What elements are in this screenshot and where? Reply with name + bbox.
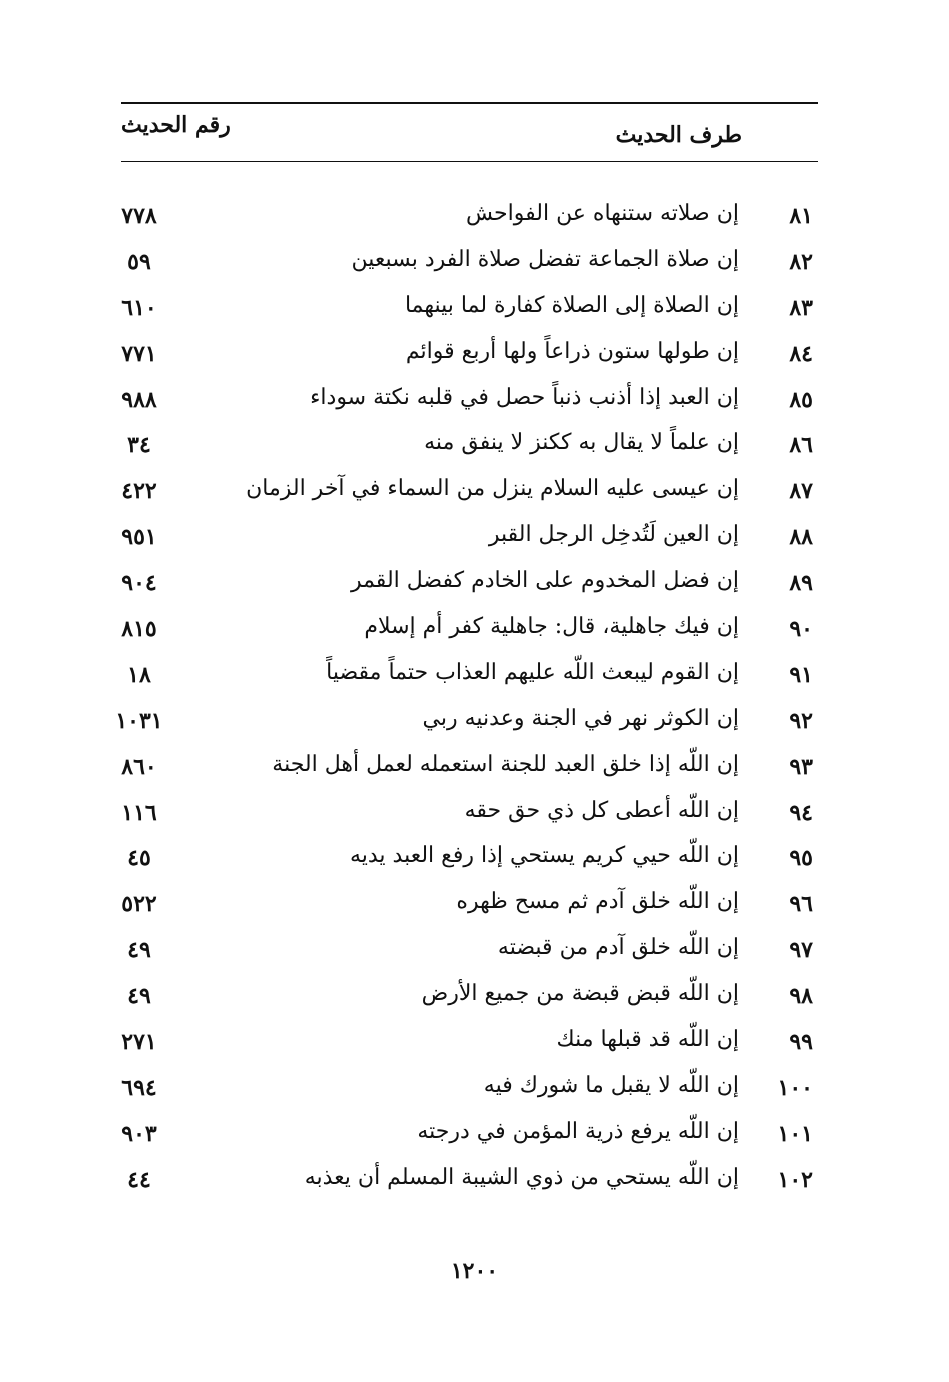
hadith-reference-number: ٩٥١	[121, 524, 157, 551]
list-item	[0, 379, 949, 425]
hadith-reference-number: ٥٩	[127, 248, 151, 275]
entry-number: ٨٢	[789, 248, 813, 275]
list-item	[0, 516, 949, 562]
entry-number: ٩٥	[789, 845, 813, 872]
entry-number: ٩٧	[789, 937, 813, 964]
entry-number: ٩٣	[789, 753, 813, 780]
hadith-opening-text: إن اللّه يستحي من ذوي الشيبة المسلم أن يعذبه	[304, 1164, 739, 1190]
entry-number: ٨٧	[789, 478, 813, 505]
hadith-reference-number: ٩٠٤	[121, 570, 157, 597]
list-item	[0, 287, 949, 333]
hadith-opening-text: إن عيسى عليه السلام ينزل من السماء في آخر الزمان	[246, 476, 739, 502]
list-item	[0, 608, 949, 654]
header-bottom-rule	[121, 161, 818, 162]
hadith-opening-text: إن اللّه خلق آدم من قبضته	[497, 935, 739, 961]
list-item	[0, 929, 949, 975]
hadith-reference-number: ٣٤	[127, 432, 151, 459]
hadith-opening-text: إن الكوثر نهر في الجنة وعدنيه ربي	[422, 705, 739, 731]
hadith-opening-text: إن طولها ستون ذراعاً ولها أربع قوائم	[405, 338, 739, 364]
hadith-reference-number: ٢٧١	[121, 1029, 157, 1056]
hadith-opening-text: إن اللّه قد قبلها منك	[556, 1027, 739, 1053]
entry-number: ٩٤	[789, 799, 813, 826]
hadith-reference-number: ٩٨٨	[121, 386, 157, 413]
hadith-opening-text: إن اللّه أعطى كل ذي حق حقه	[464, 797, 739, 823]
entry-number: ٨٥	[789, 386, 813, 413]
hadith-reference-number: ٤٩	[127, 983, 151, 1010]
hadith-reference-number: ٧٧٨	[121, 203, 157, 229]
hadith-reference-number: ٦٩٤	[121, 1074, 157, 1101]
hadith-opening-text: إن صلاته ستنهاه عن الفواحش	[466, 201, 739, 226]
list-item	[0, 700, 949, 746]
header-top-rule	[121, 102, 818, 104]
hadith-reference-number: ٦١٠	[121, 294, 157, 321]
entry-number: ٨٨	[789, 524, 813, 551]
list-item	[0, 241, 949, 287]
entry-number: ١٠١	[777, 1120, 813, 1147]
entry-number: ٨٣	[789, 294, 813, 321]
entry-number: ١٠٠	[777, 1074, 813, 1101]
entry-number: ٩٢	[789, 707, 813, 734]
entry-number: ٨٦	[789, 432, 813, 459]
list-item	[0, 333, 949, 379]
entry-number: ٩١	[789, 661, 813, 688]
hadith-opening-text: إن اللّه خلق آدم ثم مسح ظهره	[456, 889, 739, 915]
hadith-reference-number: ٤٩	[127, 937, 151, 964]
list-item	[0, 654, 949, 700]
entry-number: ٩٦	[789, 891, 813, 918]
list-item	[0, 883, 949, 929]
hadith-opening-text: إن اللّه إذا خلق العبد للجنة استعمله لعمل أهل الجنة	[272, 751, 739, 777]
hadith-opening-text: إن اللّه لا يقبل ما شورك فيه	[483, 1072, 739, 1098]
hadith-opening-text: إن اللّه قبض قبضة من جميع الأرض	[421, 981, 739, 1007]
entry-number: ٨٩	[789, 570, 813, 597]
entry-number: ٩٨	[789, 983, 813, 1010]
hadith-opening-text: إن القوم ليبعث اللّه عليهم العذاب حتماً مقضياً	[326, 659, 739, 685]
entry-number: ٩٩	[789, 1029, 813, 1056]
hadith-reference-number: ٥٢٢	[121, 891, 157, 918]
hadith-reference-number: ١٠٣١	[115, 707, 163, 734]
hadith-opening-text: إن فيك جاهلية، قال: جاهلية كفر أم إسلام	[364, 614, 739, 640]
entry-number: ٩٠	[789, 616, 813, 643]
hadith-opening-text: إن الصلاة إلى الصلاة كفارة لما بينهما	[404, 292, 739, 318]
list-item	[0, 1159, 949, 1205]
list-item	[0, 1113, 949, 1159]
hadith-reference-number: ٨٦٠	[121, 753, 157, 780]
hadith-opening-text: إن صلاة الجماعة تفضل صلاة الفرد بسبعين	[351, 246, 739, 272]
hadith-reference-number: ١٨	[127, 661, 151, 688]
hadith-reference-number: ٧٧١	[121, 340, 157, 367]
column-header-hadith-text: طرف الحديث	[615, 122, 742, 148]
list-item	[0, 195, 949, 241]
list-item	[0, 1067, 949, 1113]
column-header-hadith-number: رقم الحديث	[121, 112, 231, 138]
list-item	[0, 746, 949, 792]
hadith-reference-number: ٤٢٢	[121, 478, 157, 505]
hadith-reference-number: ١١٦	[121, 799, 157, 826]
hadith-opening-text: إن اللّه يرفع ذرية المؤمن في درجته	[417, 1118, 739, 1144]
page-number: ١٢٠٠	[450, 1258, 499, 1284]
list-item	[0, 562, 949, 608]
list-item	[0, 424, 949, 470]
hadith-index-list	[0, 195, 949, 1205]
hadith-reference-number: ٤٥	[127, 845, 151, 872]
hadith-reference-number: ٨١٥	[121, 616, 157, 643]
list-item	[0, 837, 949, 883]
hadith-opening-text: إن فضل المخدوم على الخادم كفضل القمر	[350, 568, 739, 594]
entry-number: ٨٤	[789, 340, 813, 367]
list-item	[0, 470, 949, 516]
hadith-opening-text: إن العبد إذا أذنب ذنباً حصل في قلبه نكتة سوداء	[310, 384, 739, 410]
hadith-opening-text: إن اللّه حيي كريم يستحي إذا رفع العبد يديه	[349, 843, 739, 869]
hadith-reference-number: ٩٠٣	[121, 1120, 157, 1147]
hadith-reference-number: ٤٤	[127, 1166, 151, 1193]
list-item	[0, 975, 949, 1021]
hadith-opening-text: إن علماً لا يقال به ككنز لا ينفق منه	[424, 430, 739, 456]
list-item	[0, 1021, 949, 1067]
list-item	[0, 792, 949, 838]
entry-number: ٨١	[789, 203, 813, 229]
entry-number: ١٠٢	[777, 1166, 813, 1193]
hadith-opening-text: إن العين لَتُدخِل الرجل القبر	[488, 522, 739, 548]
